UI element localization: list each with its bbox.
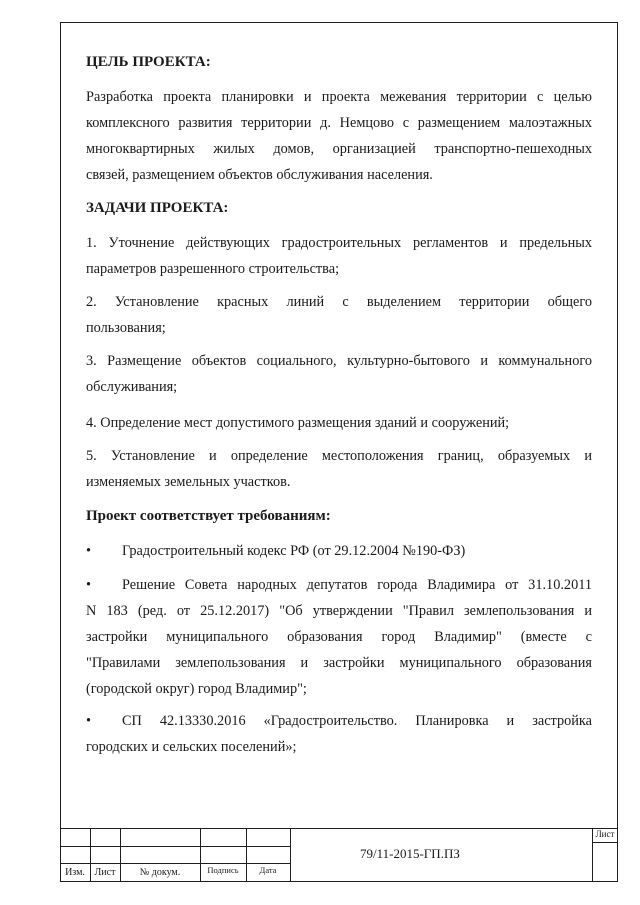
task-1-line-1: 1. Уточнение действующих градостроительных регламентов и предельных	[86, 235, 592, 251]
requirements-heading: Проект соответствует требованиям:	[86, 508, 331, 524]
col-date: Дата	[259, 865, 277, 875]
requirement-2-line-2: N 183 (ред. от 25.12.2017) "Об утверждении "Правил землепользования и	[86, 603, 592, 619]
requirement-2-line-3: застройки муниципального образования город Владимир" (вместе с	[86, 629, 592, 645]
goal-line-4: связей, размещением объектов обслуживания населения.	[86, 167, 433, 183]
requirement-2-line-1: Решение Совета народных депутатов города Владимира от 31.10.2011	[122, 577, 592, 593]
requirement-1	[86, 538, 592, 564]
task-2-line-1: 2. Установление красных линий с выделением территории общего	[86, 294, 592, 310]
task-1-line-2: параметров разрешенного строительства;	[86, 261, 340, 277]
task-4-line-1: 4. Определение мест допустимого размещения зданий и сооружений;	[86, 415, 510, 431]
document-code: 79/11-2015-ГП.ПЗ	[360, 846, 460, 861]
requirement-1-line-1: Градостроительный кодекс РФ (от 29.12.2004 №190-ФЗ)	[122, 543, 466, 559]
col-list: Лист	[94, 867, 116, 878]
task-2-line-2: пользования;	[86, 320, 166, 336]
title-block	[60, 828, 618, 882]
goal-line-2: комплексного развития территории д. Немцово с размещением малоэтажных	[86, 115, 592, 131]
col-doc-number: № докум.	[139, 867, 181, 878]
requirement-2-line-4: "Правилами землепользования и застройки муниципального образования	[86, 655, 592, 671]
col-izm: Изм.	[65, 867, 85, 878]
task-5-line-2: изменяемых земельных участков.	[86, 474, 291, 490]
task-5-line-1: 5. Установление и определение местоположения границ, образуемых и	[86, 448, 592, 464]
sheet-label: Лист	[595, 829, 615, 839]
requirement-3-line-1-wrap	[86, 708, 592, 734]
task-3-line-2: обслуживания;	[86, 379, 178, 395]
requirement-2-line-5: (городской округ) город Владимир";	[86, 681, 307, 697]
task-3-line-1: 3. Размещение объектов социального, культурно-бытового и коммунального	[86, 353, 592, 369]
requirement-3-line-2: городских и сельских поселений»;	[86, 739, 297, 755]
bullet-icon: •	[86, 543, 92, 559]
bullet-icon: •	[86, 577, 92, 593]
goal-heading: ЦЕЛЬ ПРОЕКТА:	[86, 54, 211, 70]
requirement-3-line-1: СП 42.13330.2016 «Градостроительство. Планировка и застройка	[122, 713, 592, 729]
requirement-2-line-1-wrap	[86, 572, 592, 598]
bullet-icon: •	[86, 713, 92, 729]
tasks-heading: ЗАДАЧИ ПРОЕКТА:	[86, 200, 229, 216]
goal-line-1: Разработка проекта планировки и проекта межевания территории с целью	[86, 89, 592, 105]
col-signature: Подпись	[207, 865, 239, 875]
goal-line-3: многоквартирных жилых домов, организацией транспортно-пешеходных	[86, 141, 592, 157]
